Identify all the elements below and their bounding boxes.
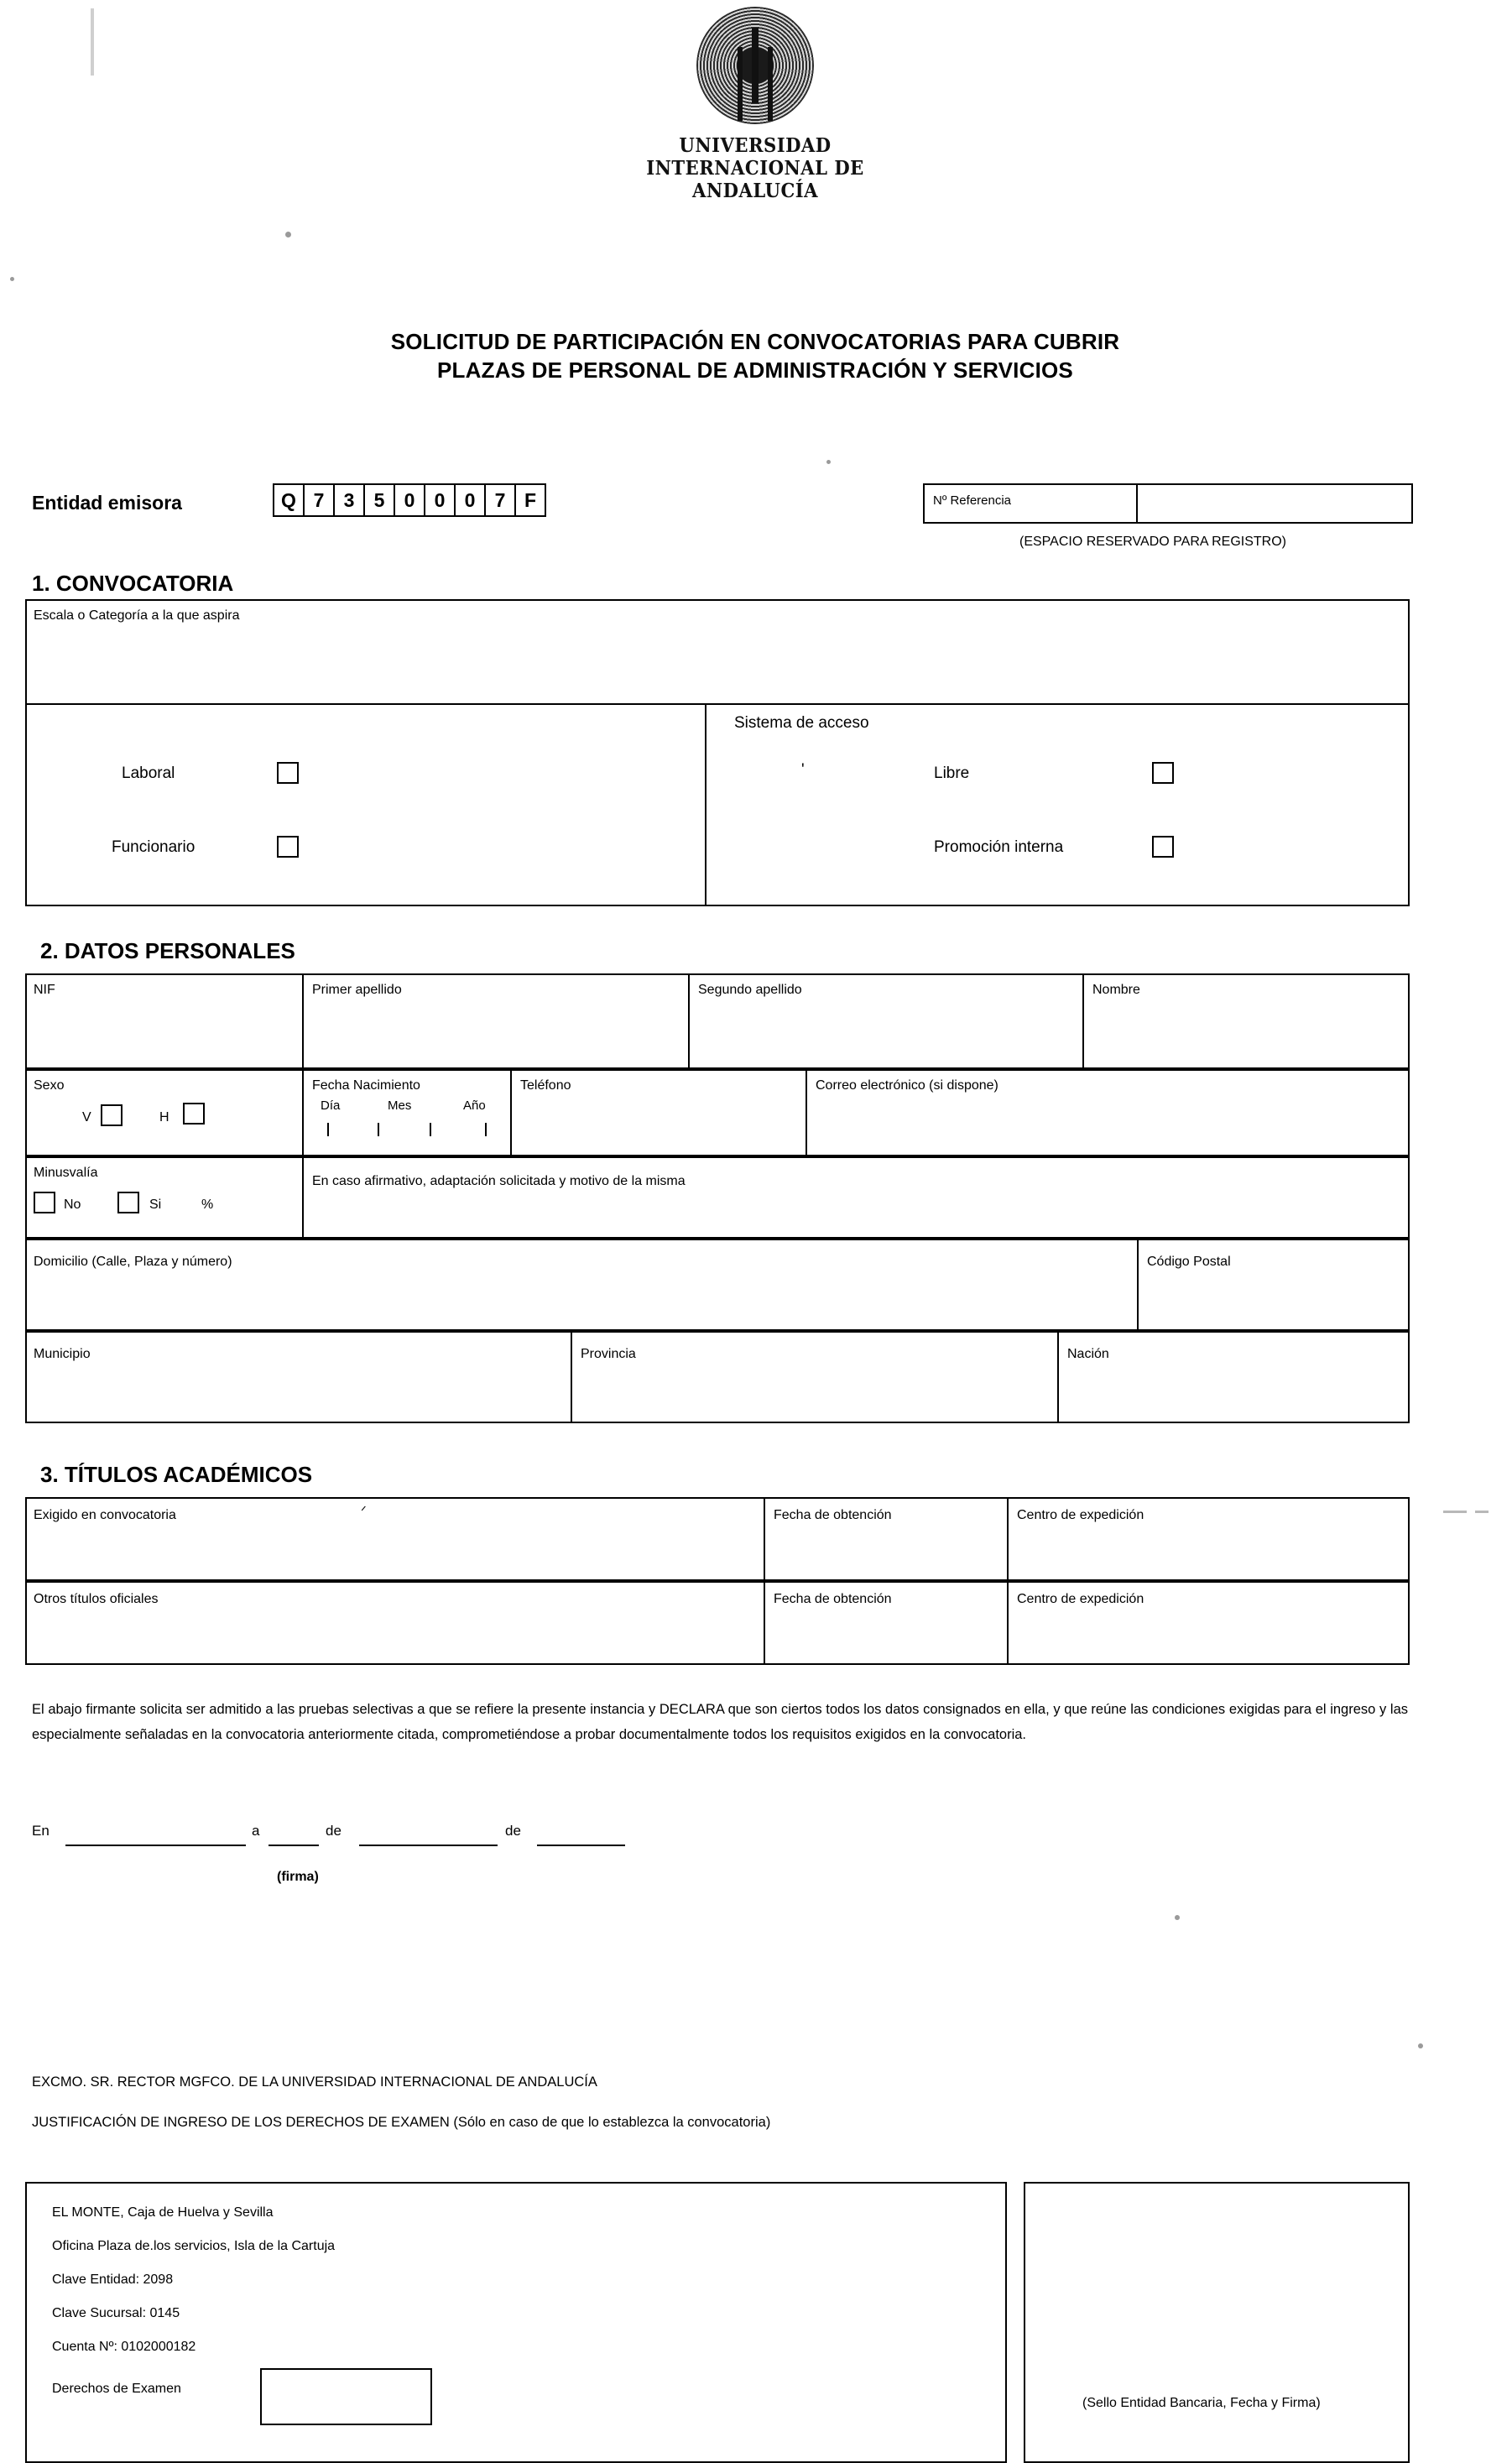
funcionario-checkbox[interactable] <box>277 836 299 858</box>
institution-name: UNIVERSIDAD INTERNACIONAL DE ANDALUCÍA <box>646 134 864 202</box>
personal-row-5 <box>25 1331 1410 1423</box>
dia-label: Día <box>321 1098 341 1113</box>
a-label: a <box>252 1823 260 1839</box>
escala-label: Escala o Categoría a la que aspira <box>34 608 240 623</box>
minusvalia-pct-label: % <box>201 1198 214 1212</box>
minusvalia-si-label: Si <box>149 1198 162 1212</box>
referencia-label: Nº Referencia <box>933 493 1012 508</box>
fecha-obtencion-label-1: Fecha de obtención <box>774 1508 892 1522</box>
fecha-tick <box>430 1123 431 1136</box>
declaration-text: El abajo firmante solicita ser admitido a las pruebas selectivas a que se refiere la presente instancia y DECLARA que son ciertos todos los datos consignados en ella, y que reúne las condiciones exigidas para el ingreso y las especialmente señaladas en la convocatoria anteriormente citada, comprometiéndose a probar documentalmente todos los requisitos exigidos en la convocatoria. <box>32 1702 1408 1742</box>
nacion-label: Nación <box>1067 1347 1109 1361</box>
personal-row-3 <box>25 1156 1410 1239</box>
sexo-h-label: H <box>159 1110 169 1125</box>
minusvalia-label: Minusvalía <box>34 1166 98 1180</box>
en-label: En <box>32 1823 50 1839</box>
promocion-interna-checkbox[interactable] <box>1152 836 1174 858</box>
titulo-exigido-label: Exigido en convocatoria <box>34 1508 176 1522</box>
scan-speck <box>1443 1511 1467 1513</box>
codigo-postal-label: Código Postal <box>1147 1255 1231 1269</box>
nif-cell: Q <box>274 485 305 515</box>
libre-checkbox[interactable] <box>1152 762 1174 784</box>
rector-line: EXCMO. SR. RECTOR MGFCO. DE LA UNIVERSIDAD INTERNACIONAL DE ANDALUCÍA <box>32 2074 597 2090</box>
section-1-vertical-divider <box>705 703 706 906</box>
section-1-box <box>25 599 1410 906</box>
minusvalia-no-checkbox[interactable] <box>34 1192 55 1213</box>
domicilio-label: Domicilio (Calle, Plaza y número) <box>34 1255 232 1269</box>
page-title-line2: PLAZAS DE PERSONAL DE ADMINISTRACIÓN Y SERVICIOS <box>437 357 1073 383</box>
bank-stamp-box[interactable] <box>1024 2182 1410 2463</box>
row2-div1 <box>302 1069 304 1156</box>
laboral-checkbox[interactable] <box>277 762 299 784</box>
dia-line[interactable] <box>269 1845 319 1846</box>
sexo-label: Sexo <box>34 1078 65 1093</box>
nif-cell: 3 <box>335 485 365 515</box>
scan-speck <box>826 460 831 464</box>
row1-div2 <box>688 973 690 1069</box>
row1-div1 <box>302 973 304 1069</box>
nif-cell: 0 <box>395 485 425 515</box>
sexo-v-label: V <box>82 1110 91 1125</box>
bank-line: Oficina Plaza de.los servicios, Isla de la Cartuja <box>52 2239 336 2253</box>
sello-label: (Sello Entidad Bancaria, Fecha y Firma) <box>1082 2396 1321 2410</box>
titulos-row-2 <box>25 1581 1410 1665</box>
fecha-tick <box>485 1123 487 1136</box>
derechos-examen-field[interactable] <box>260 2368 432 2425</box>
de-label-2: de <box>505 1823 521 1839</box>
section-2-heading: 2. DATOS PERSONALES <box>40 938 295 963</box>
anio-line[interactable] <box>537 1845 625 1846</box>
personal-row-4 <box>25 1239 1410 1331</box>
section-1-divider <box>25 703 1410 705</box>
correo-label: Correo electrónico (si dispone) <box>816 1078 998 1093</box>
derechos-examen-label: Derechos de Examen <box>52 2382 181 2396</box>
laboral-label: Laboral <box>122 764 175 782</box>
bank-info-box <box>25 2182 1007 2463</box>
fecha-obtencion-label-2: Fecha de obtención <box>774 1592 892 1606</box>
nif-cell: 5 <box>365 485 395 515</box>
bank-line: Clave Entidad: 2098 <box>52 2273 174 2287</box>
registro-note: (ESPACIO RESERVADO PARA REGISTRO) <box>1019 535 1286 549</box>
anio-label: Año <box>463 1098 486 1113</box>
section-3-heading: 3. TÍTULOS ACADÉMICOS <box>40 1462 313 1487</box>
referencia-box[interactable] <box>923 483 1413 524</box>
row5-div1 <box>571 1331 572 1423</box>
fecha-tick <box>327 1123 329 1136</box>
centro-expedicion-label-1: Centro de expedición <box>1017 1508 1144 1522</box>
otros-titulos-label: Otros títulos oficiales <box>34 1592 159 1606</box>
scan-speck <box>1175 1915 1180 1920</box>
row2-div3 <box>806 1069 807 1156</box>
scan-speck <box>10 277 14 281</box>
minusvalia-no-label: No <box>64 1198 81 1212</box>
sexo-v-checkbox[interactable] <box>101 1104 123 1126</box>
bank-line: EL MONTE, Caja de Huelva y Sevilla <box>52 2205 274 2220</box>
municipio-label: Municipio <box>34 1347 91 1361</box>
entidad-emisora-label: Entidad emisora <box>32 492 182 514</box>
scan-speck <box>285 232 291 237</box>
referencia-divider <box>1136 485 1138 522</box>
nif-cell: 7 <box>305 485 335 515</box>
nif-cell: 7 <box>486 485 516 515</box>
titulos-row2-div2 <box>1007 1581 1009 1665</box>
funcionario-label: Funcionario <box>112 838 196 856</box>
centro-expedicion-label-2: Centro de expedición <box>1017 1592 1144 1606</box>
letterhead <box>617 7 894 202</box>
justificacion-line: JUSTIFICACIÓN DE INGRESO DE LOS DERECHOS DE EXAMEN (Sólo en caso de que lo establezca la convocatoria) <box>32 2115 771 2130</box>
row2-div2 <box>510 1069 512 1156</box>
nif-cell: 0 <box>456 485 486 515</box>
titulo-exigido-mark: ᐟ <box>361 1505 367 1519</box>
section-1-heading: 1. CONVOCATORIA <box>32 571 234 596</box>
entidad-nif-boxes <box>273 483 546 517</box>
page-title <box>168 327 1343 384</box>
nif-label: NIF <box>34 983 55 997</box>
titulos-row1-div1 <box>764 1497 765 1581</box>
minusvalia-si-checkbox[interactable] <box>117 1192 139 1213</box>
scan-speck <box>1475 1511 1489 1513</box>
row3-div1 <box>302 1156 304 1239</box>
nombre-label: Nombre <box>1092 983 1140 997</box>
segundo-apellido-label: Segundo apellido <box>698 983 802 997</box>
personal-row-2 <box>25 1069 1410 1156</box>
nif-cell: 0 <box>425 485 456 515</box>
nif-cell: F <box>524 489 537 511</box>
sistema-marker: ' <box>801 761 805 779</box>
page-title-line1: SOLICITUD DE PARTICIPACIÓN EN CONVOCATORIAS PARA CUBRIR <box>390 329 1120 354</box>
row4-div1 <box>1137 1239 1139 1331</box>
titulos-row2-div1 <box>764 1581 765 1665</box>
fecha-nacimiento-label: Fecha Nacimiento <box>312 1078 420 1093</box>
mes-line[interactable] <box>359 1845 498 1846</box>
adaptacion-label: En caso afirmativo, adaptación solicitada y motivo de la misma <box>312 1174 686 1188</box>
university-seal-icon <box>696 7 814 124</box>
firma-label: (firma) <box>277 1870 319 1884</box>
sexo-h-checkbox[interactable] <box>183 1103 205 1125</box>
provincia-label: Provincia <box>581 1347 636 1361</box>
mes-label: Mes <box>388 1098 412 1113</box>
scan-speck <box>1418 2043 1423 2048</box>
row1-div3 <box>1082 973 1084 1069</box>
lugar-line[interactable] <box>65 1845 246 1846</box>
bank-line: Cuenta Nº: 0102000182 <box>52 2340 196 2354</box>
row5-div2 <box>1057 1331 1059 1423</box>
fecha-tick <box>378 1123 379 1136</box>
sistema-acceso-label: Sistema de acceso <box>734 714 869 732</box>
promocion-interna-label: Promoción interna <box>934 838 1064 856</box>
primer-apellido-label: Primer apellido <box>312 983 402 997</box>
scan-speck <box>91 8 94 76</box>
telefono-label: Teléfono <box>520 1078 571 1093</box>
libre-label: Libre <box>934 764 970 782</box>
titulos-row-1 <box>25 1497 1410 1581</box>
de-label-1: de <box>326 1823 342 1839</box>
bank-line: Clave Sucursal: 0145 <box>52 2306 180 2320</box>
titulos-row1-div2 <box>1007 1497 1009 1581</box>
